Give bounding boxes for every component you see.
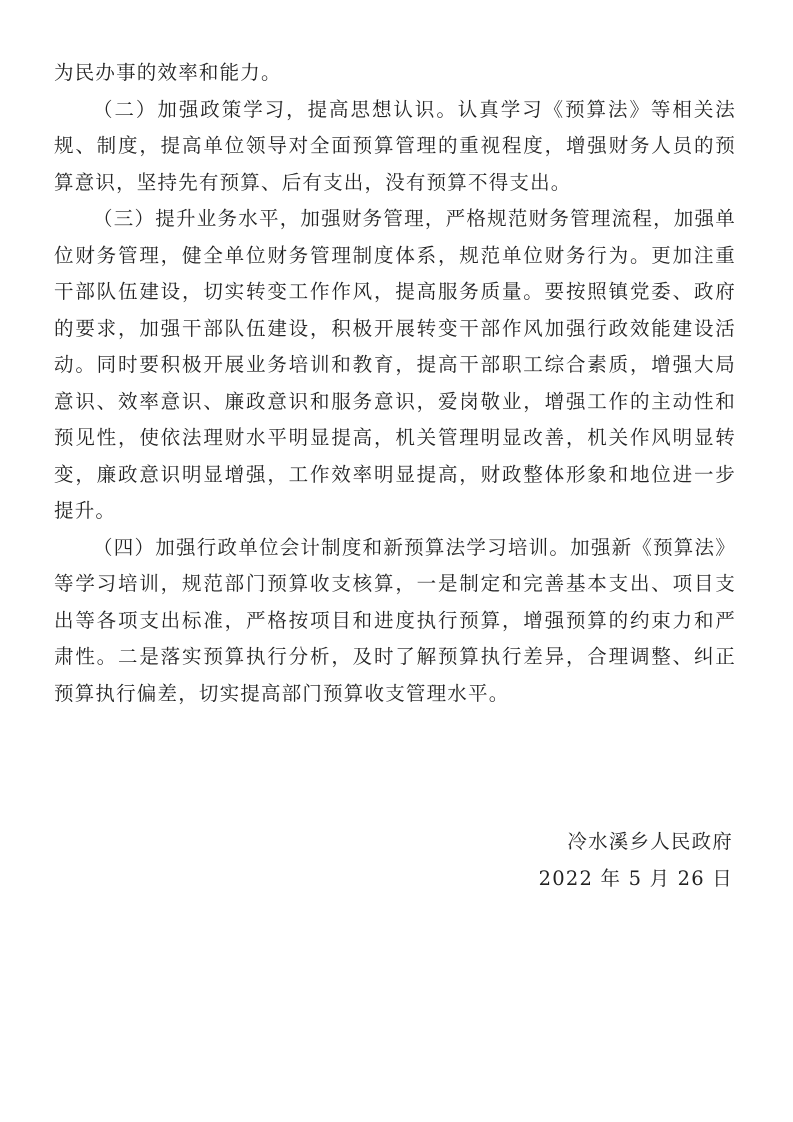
- paragraph-section-3: （三）提升业务水平，加强财务管理，严格规范财务管理流程，加强单位财务管理，健全单位财务管理制度体系，规范单位财务行为。更加注重干部队伍建设，切实转变工作作风，提高服务质量。要按照镇党委、政府的要求，加强干部队伍建设，积极开展转变干部作风加强行政效能建设活动。同时要积极开展业务培训和教育，提高干部职工综合素质，增强大局意识、效率意识、廉政意识和服务意识，爱岗敬业，增强工作的主动性和预见性，使依法理财水平明显提高，机关管理明显改善，机关作风明显转变，廉政意识明显增强，工作效率明显提高，财政整体形象和地位进一步提升。: [54, 207, 736, 522]
- paragraph-continuation: 为民办事的效率和能力。: [54, 61, 282, 84]
- signature-block: [539, 823, 733, 897]
- paragraph-section-4: （四）加强行政单位会计制度和新预算法学习培训。加强新《预算法》等学习培训，规范部门预算收支核算，一是制定和完善基本支出、项目支出等各项支出标准，严格按项目和进度执行预算，增强预算的约束力和严肃性。二是落实预算执行分析，及时了解预算执行差异，合理调整、纠正预算执行偏差，切实提高部门预算收支管理水平。: [54, 535, 736, 705]
- signature-date: 2022 年 5 月 26 日: [538, 867, 733, 890]
- paragraph-section-2: （二）加强政策学习，提高思想认识。认真学习《预算法》等相关法规、制度，提高单位领导对全面预算管理的重视程度，增强财务人员的预算意识，坚持先有预算、后有支出，没有预算不得支出。: [54, 97, 736, 194]
- document-body: [54, 55, 736, 712]
- signature-organization: 冷水溪乡人民政府: [567, 830, 733, 853]
